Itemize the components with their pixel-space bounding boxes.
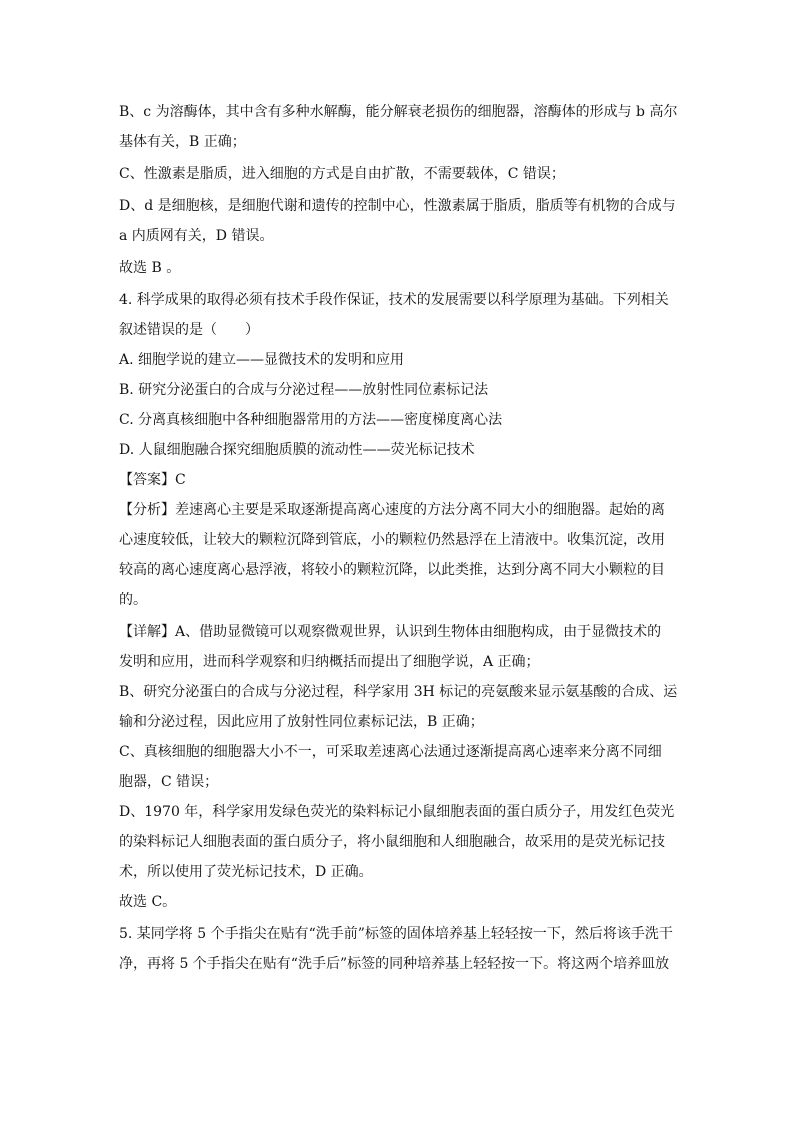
text-line: 的染料标记人细胞表面的蛋白质分子，将小鼠细胞和人细胞融合，故采用的是荧光标记技 xyxy=(119,834,665,850)
text-line: B、c 为溶酶体，其中含有多种水解酶，能分解衰老损伤的细胞器，溶酶体的形成与 b 高尔 xyxy=(119,104,678,120)
text-line: 故选 B 。 xyxy=(119,260,181,276)
detail-paragraph: 【详解】A、借助显微镜可以观察微观世界，认识到生物体由细胞构成，由于显微技术的 xyxy=(119,624,662,640)
document-body xyxy=(119,101,679,975)
text-line: D、1970 年，科学家用发绿色荧光的染料标记小鼠细胞表面的蛋白质分子，用发红色荧光 xyxy=(119,804,675,820)
option-b: B. 研究分泌蛋白的合成与分泌过程——放射性同位素标记法 xyxy=(119,382,489,398)
text-line: C、真核细胞的细胞器大小不一，可采取差速离心法通过逐渐提高离心速率来分离不同细 xyxy=(119,744,662,760)
text-line: 输和分泌过程，因此应用了放射性同位素标记法，B 正确； xyxy=(119,714,484,730)
answer-label: 【答案】C xyxy=(119,472,186,488)
question-4-stem-cont: 叙述错误的是（ ） xyxy=(119,322,259,338)
text-line: 术，所以使用了荧光标记技术，D 正确。 xyxy=(119,864,373,880)
option-c: C. 分离真核细胞中各种细胞器常用的方法——密度梯度离心法 xyxy=(119,412,503,428)
text-line: 胞器，C 错误； xyxy=(119,774,219,790)
text-line: 心速度较低，让较大的颗粒沉降到管底，小的颗粒仍然悬浮在上清液中。收集沉淀，改用 xyxy=(119,532,665,548)
question-4-stem: 4. 科学成果的取得必须有技术手段作保证，技术的发展需要以科学原理为基础。下列相关 xyxy=(119,292,669,308)
question-5-stem-cont: 净，再将 5 个手指尖在贴有“洗手后”标签的同种培养基上轻轻按一下。将这两个培养皿放 xyxy=(119,956,670,972)
text-line: C、性激素是脂质，进入细胞的方式是自由扩散，不需要载体，C 错误； xyxy=(119,166,565,182)
text-line: D、d 是细胞核，是细胞代谢和遗传的控制中心，性激素属于脂质，脂质等有机物的合成与 xyxy=(119,198,676,214)
analysis-paragraph: 【分析】差速离心主要是采取逐渐提高离心速度的方法分离不同大小的细胞器。起始的离 xyxy=(119,502,665,518)
text-line: 较高的离心速度离心悬浮液，将较小的颗粒沉降，以此类推，达到分离不同大小颗粒的目 xyxy=(119,562,665,578)
text-line: 基体有关，B 正确； xyxy=(119,134,246,150)
text-line: a 内质网有关，D 错误。 xyxy=(119,228,274,244)
option-d: D. 人鼠细胞融合探究细胞质膜的流动性——荧光标记技术 xyxy=(119,442,475,458)
text-line: B、研究分泌蛋白的合成与分泌过程，科学家用 3H 标记的亮氨酸来显示氨基酸的合成、运 xyxy=(119,684,678,700)
text-line: 故选 C。 xyxy=(119,894,177,910)
question-5-stem: 5. 某同学将 5 个手指尖在贴有“洗手前”标签的固体培养基上轻轻按一下，然后将该手洗干 xyxy=(119,926,673,942)
option-a: A. 细胞学说的建立——显微技术的发明和应用 xyxy=(119,352,405,368)
text-line: 的。 xyxy=(119,592,147,608)
text-line: 发明和应用，进而科学观察和归纳概括而提出了细胞学说，A 正确； xyxy=(119,654,540,670)
